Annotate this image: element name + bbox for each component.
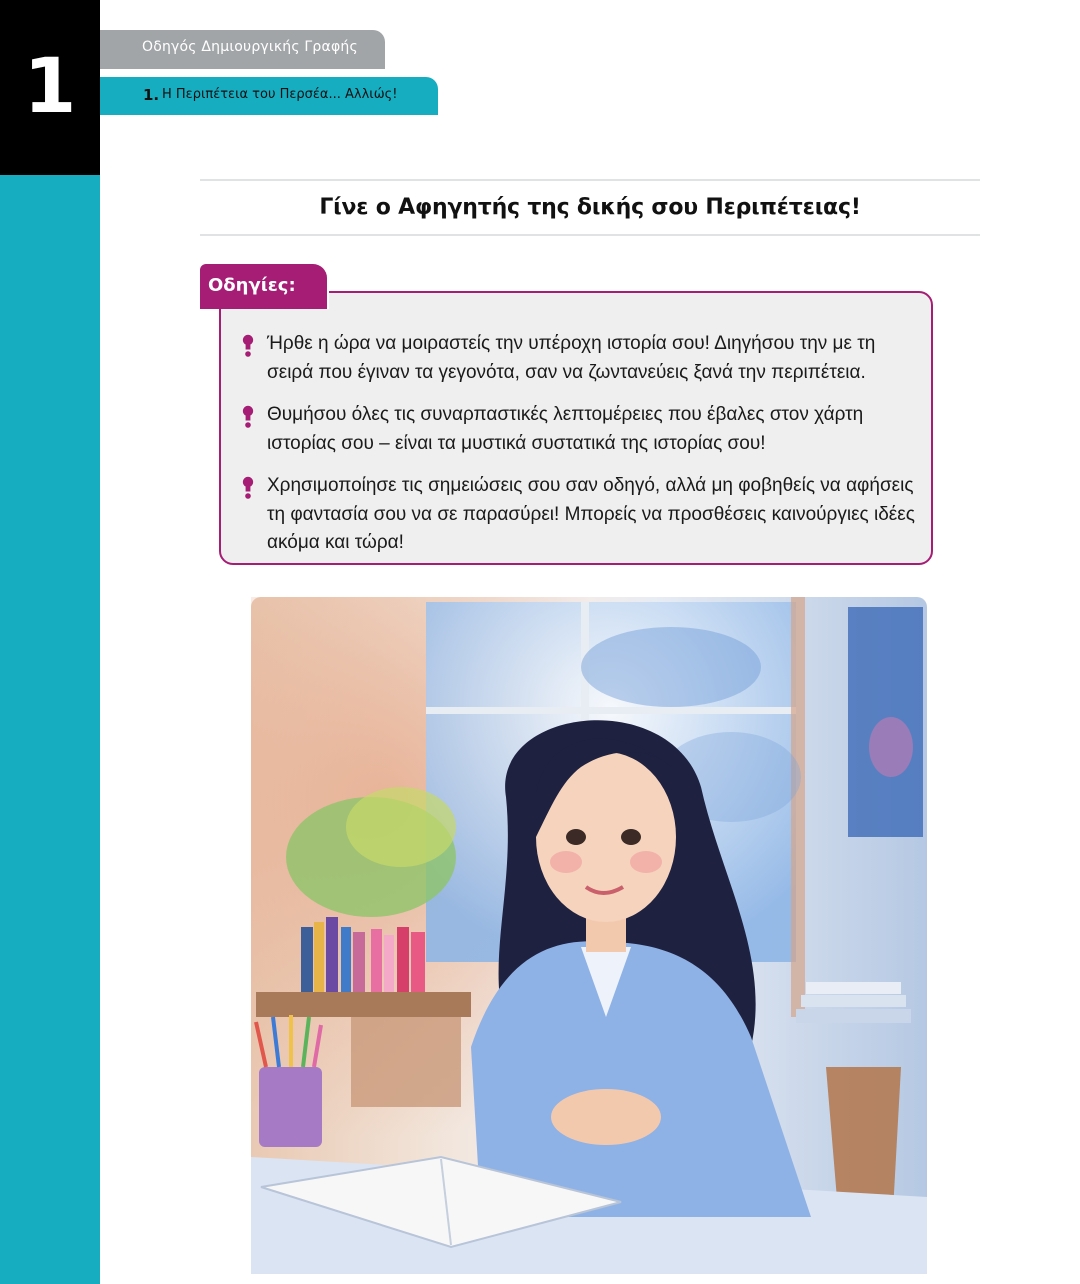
chapter-title: Η Περιπέτεια του Περσέα... Αλλιώς! bbox=[162, 87, 398, 102]
exclamation-bullet-icon bbox=[241, 405, 255, 429]
title-rule-bottom bbox=[200, 234, 980, 236]
instruction-text: Ήρθε η ώρα να μοιραστείς την υπέροχη ιστορία σου! Διηγήσου την με τη σειρά που έγιναν τα γεγονότα, σαν να ζωντανεύεις ξανά την περιπέτεια. bbox=[267, 333, 876, 383]
title-rule-top bbox=[200, 179, 980, 181]
page-title: Γίνε ο Αφηγητής της δικής σου Περιπέτειας! bbox=[319, 195, 861, 220]
chapter-title-tab bbox=[100, 77, 438, 115]
instruction-text: Θυμήσου όλες τις συναρπαστικές λεπτομέρειες που έβαλες στον χάρτη ιστορίας σου – είναι τα μυστικά συστατικά της ιστορίας σου! bbox=[267, 404, 864, 454]
girl-writing-illustration bbox=[251, 597, 927, 1274]
chapter-title-number: 1. bbox=[143, 86, 160, 104]
exclamation-bullet-icon bbox=[241, 476, 255, 500]
instructions-box bbox=[219, 291, 933, 565]
instruction-text: Χρησιμοποίησε τις σημειώσεις σου σαν οδηγό, αλλά μη φοβηθείς να αφήσεις τη φαντασία σου να σε παρασύρει! Μπορείς να προσθέσεις καινούργιες ιδέες ακόμα και τώρα! bbox=[267, 475, 915, 553]
exclamation-bullet-icon bbox=[241, 334, 255, 358]
guide-label: Οδηγός Δημιουργικής Γραφής bbox=[142, 39, 358, 55]
guide-label-tab bbox=[100, 30, 385, 69]
chapter-number: 1 bbox=[23, 41, 77, 130]
instructions-label: Οδηγίες: bbox=[208, 275, 296, 296]
instructions-label-tab bbox=[200, 264, 327, 309]
chapter-sidebar bbox=[0, 0, 100, 1284]
chapter-number-block bbox=[0, 0, 100, 175]
